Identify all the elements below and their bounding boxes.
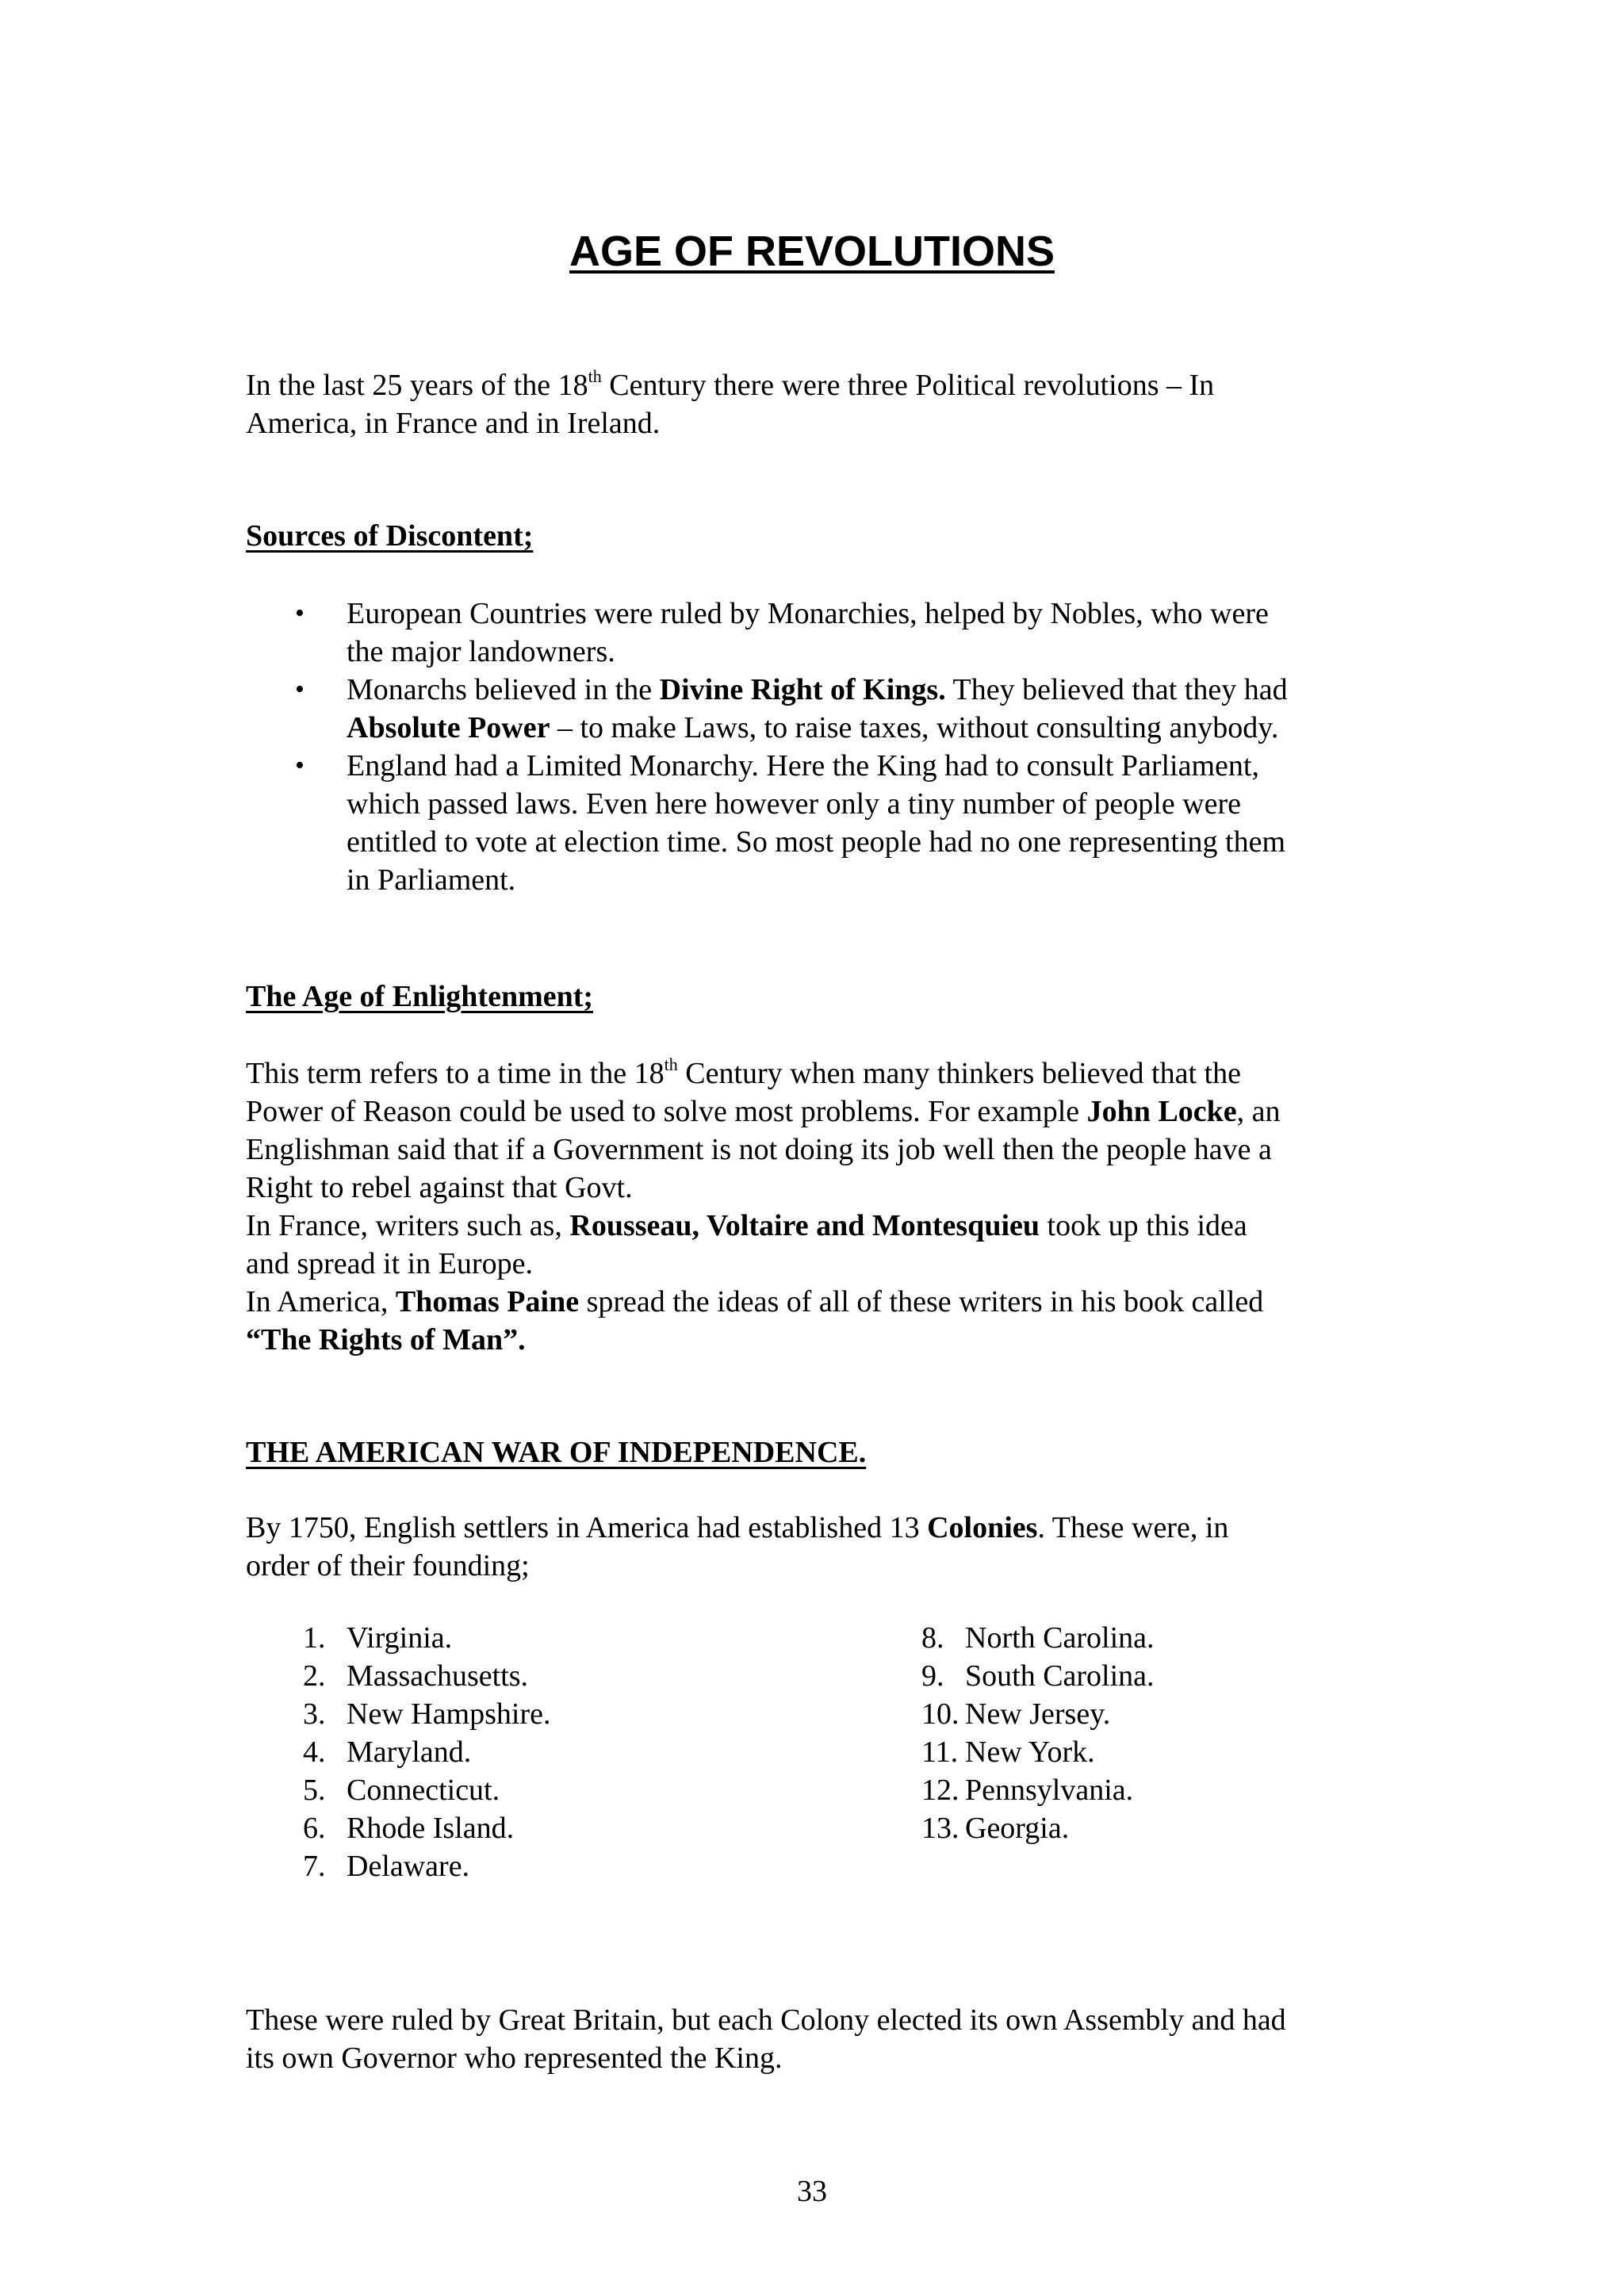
bullet-icon: • — [295, 599, 304, 628]
divine-right-term: Divine Right of Kings. — [659, 673, 946, 706]
colony-list-item — [303, 1771, 550, 1809]
america-text: In America, — [246, 1285, 396, 1318]
closing-paragraph — [246, 2001, 1404, 2077]
america-text-cont: spread the ideas of all of these writers in his book called — [579, 1285, 1264, 1318]
france-text: In France, writers such as, — [246, 1209, 570, 1242]
enlightenment-paragraph — [246, 1054, 1483, 1359]
colony-number: 4. — [303, 1735, 326, 1769]
colony-number: 10. — [921, 1697, 959, 1731]
bullet-2-text-cont: They believed that they had — [945, 673, 1288, 706]
colony-list-item — [303, 1695, 550, 1733]
bullet-item — [246, 671, 1483, 747]
intro-superscript: th — [588, 366, 602, 386]
colony-name: New York. — [965, 1735, 1095, 1769]
bullet-3-line-1: England had a Limited Monarchy. Here the King had to consult Parliament, — [347, 749, 1259, 783]
enlightenment-line-3: Englishman said that if a Government is not doing its job well then the people have a — [246, 1133, 1272, 1166]
enlightenment-heading-block — [246, 978, 1404, 1016]
colony-list-item — [303, 1847, 550, 1885]
colonies-intro — [246, 1509, 1404, 1585]
colony-number: 5. — [303, 1774, 326, 1807]
bullet-2-line-2: – to make Laws, to raise taxes, without consulting anybody. — [550, 711, 1279, 744]
colony-list-item — [921, 1657, 1155, 1695]
american-war-heading-block — [246, 1433, 1404, 1471]
intro-text-cont: Century there were three Political revolutions – In — [601, 369, 1215, 402]
colony-name: Connecticut. — [347, 1774, 500, 1807]
france-line-2: and spread it in Europe. — [246, 1247, 533, 1280]
intro-text: In the last 25 years of the 18 — [246, 369, 588, 402]
colony-number: 12. — [921, 1774, 959, 1807]
absolute-power-term: Absolute Power — [347, 711, 550, 744]
colony-name: Pennsylvania. — [965, 1774, 1134, 1807]
sources-heading-block — [246, 517, 1404, 555]
colony-list-item — [921, 1619, 1155, 1657]
colony-name: Massachusetts. — [347, 1659, 529, 1693]
french-writers-names: Rousseau, Voltaire and Montesquieu — [569, 1209, 1040, 1242]
john-locke-name: John Locke — [1086, 1095, 1237, 1128]
colony-name: New Jersey. — [965, 1697, 1111, 1731]
colony-list-item — [921, 1695, 1155, 1733]
bullet-1-line-2: the major landowners. — [347, 635, 615, 668]
intro-paragraph — [246, 366, 1404, 442]
colony-list-item — [921, 1733, 1155, 1771]
colonies-intro-text-cont: . These were, in — [1037, 1511, 1229, 1544]
enlightenment-text-cont: Century when many thinkers believed that the — [677, 1057, 1241, 1090]
enlightenment-line-2: Power of Reason could be used to solve most problems. For example — [246, 1095, 1087, 1128]
closing-line-1: These were ruled by Great Britain, but each Colony elected its own Assembly and had — [246, 2003, 1286, 2037]
colony-number: 3. — [303, 1697, 326, 1731]
sources-heading: Sources of Discontent; — [246, 519, 534, 553]
colony-name: Rhode Island. — [347, 1812, 515, 1845]
closing-line-2: its own Governor who represented the King. — [246, 2042, 783, 2075]
page-title: AGE OF REVOLUTIONS — [569, 228, 1055, 275]
colony-name: South Carolina. — [965, 1659, 1155, 1693]
colony-number: 7. — [303, 1850, 326, 1883]
colony-list-item — [921, 1809, 1155, 1847]
colony-name: Virginia. — [347, 1621, 453, 1655]
american-war-heading: THE AMERICAN WAR OF INDEPENDENCE. — [246, 1436, 867, 1469]
colony-number: 6. — [303, 1812, 326, 1845]
colony-name: North Carolina. — [965, 1621, 1155, 1655]
colony-number: 2. — [303, 1659, 326, 1693]
bullet-icon: • — [295, 751, 304, 780]
enlightenment-heading: The Age of Enlightenment; — [246, 980, 594, 1013]
colonies-intro-line-2: order of their founding; — [246, 1549, 530, 1582]
bullet-icon: • — [295, 675, 304, 704]
bullet-2-text: Monarchs believed in the — [347, 673, 660, 706]
colony-list-item — [303, 1809, 550, 1847]
sources-bullet-list — [246, 595, 1483, 899]
bullet-3-line-2: which passed laws. Even here however only a tiny number of people were — [347, 787, 1242, 821]
enlightenment-superscript: th — [664, 1054, 678, 1074]
bullet-3-line-3: entitled to vote at election time. So most people had no one representing them — [347, 825, 1286, 859]
colony-number: 13. — [921, 1812, 959, 1845]
bullet-item — [246, 747, 1483, 899]
colony-number: 9. — [921, 1659, 944, 1693]
colonies-list-right — [921, 1619, 1155, 1847]
page-number: 33 — [797, 2175, 827, 2208]
colony-list-item — [303, 1657, 550, 1695]
colony-list-item — [303, 1733, 550, 1771]
colonies-intro-text: By 1750, English settlers in America had established 13 — [246, 1511, 928, 1544]
colony-name: Delaware. — [347, 1850, 470, 1883]
bullet-1-line-1: European Countries were ruled by Monarchies, helped by Nobles, who were — [347, 597, 1269, 630]
bullet-3-line-4: in Parliament. — [347, 863, 516, 897]
colonies-term: Colonies — [927, 1511, 1038, 1544]
colony-name: New Hampshire. — [347, 1697, 551, 1731]
colony-number: 11. — [921, 1735, 959, 1769]
colony-name: Maryland. — [347, 1735, 472, 1769]
enlightenment-line-2-end: , an — [1236, 1095, 1281, 1128]
thomas-paine-name: Thomas Paine — [395, 1285, 580, 1318]
colony-list-item — [303, 1619, 550, 1657]
colony-number: 8. — [921, 1621, 944, 1655]
colony-name: Georgia. — [965, 1812, 1070, 1845]
colonies-list-left — [303, 1619, 550, 1885]
book-title: “The Rights of Man”. — [246, 1323, 526, 1357]
intro-line-2: America, in France and in Ireland. — [246, 407, 661, 440]
france-text-cont: took up this idea — [1040, 1209, 1247, 1242]
enlightenment-line-4: Right to rebel against that Govt. — [246, 1171, 633, 1204]
enlightenment-text: This term refers to a time in the 18 — [246, 1057, 665, 1090]
colony-list-item — [921, 1771, 1155, 1809]
bullet-item — [246, 595, 1483, 671]
colony-number: 1. — [303, 1621, 326, 1655]
